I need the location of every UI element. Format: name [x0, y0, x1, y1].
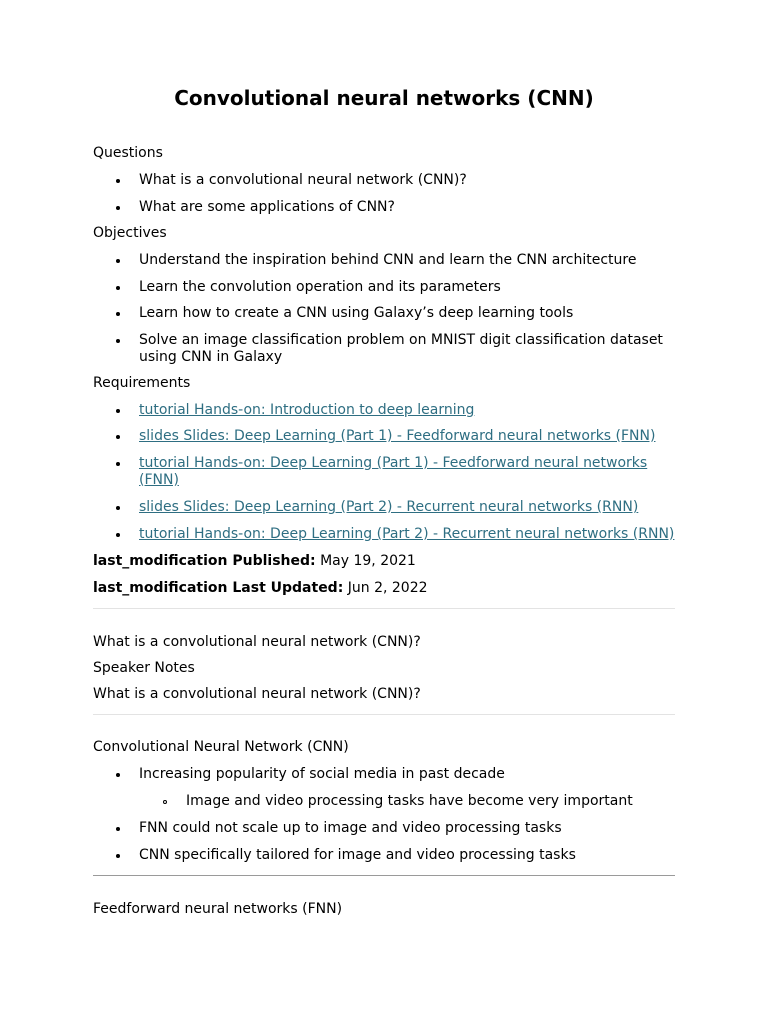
updated-label: last_modification Last Updated:: [93, 580, 344, 596]
requirements-list: [93, 402, 675, 543]
objectives-list: [93, 252, 675, 366]
slide-title: Convolutional Neural Network (CNN): [93, 739, 349, 755]
slide-title: What is a convolutional neural network (CNN)?: [93, 634, 421, 650]
requirement-link-rnn-tutorial[interactable]: tutorial Hands-on: Deep Learning (Part 2) - Recurrent neural networks (RNN): [139, 526, 675, 542]
list-item: Learn the convolution operation and its parameters: [93, 279, 675, 296]
slide-divider: [93, 714, 675, 715]
published-label: last_modification Published:: [93, 553, 316, 569]
list-item: Increasing popularity of social media in past decade: [93, 766, 675, 783]
objectives-heading: Objectives: [93, 225, 167, 241]
list-item: [93, 402, 675, 419]
updated-value: Jun 2, 2022: [347, 580, 428, 596]
questions-heading: Questions: [93, 145, 163, 161]
list-item: [93, 526, 675, 543]
requirement-link-intro-deep-learning[interactable]: tutorial Hands-on: Introduction to deep learning: [139, 402, 475, 418]
published-date: [93, 553, 675, 570]
requirements-heading: Requirements: [93, 375, 191, 391]
slide-divider: [93, 608, 675, 609]
list-item: What is a convolutional neural network (CNN)?: [93, 172, 675, 189]
published-value: May 19, 2021: [320, 553, 416, 569]
slide-bullets: [93, 766, 675, 864]
page-title: Convolutional neural networks (CNN): [174, 86, 594, 110]
sub-list-item: Image and video processing tasks have become very important: [93, 793, 675, 810]
slide-divider: [93, 875, 675, 876]
list-item: What are some applications of CNN?: [93, 199, 675, 216]
speaker-notes-label: Speaker Notes: [93, 660, 195, 676]
list-item: [93, 455, 675, 489]
list-item: Solve an image classification problem on MNIST digit classification dataset using CNN in Galaxy: [93, 332, 675, 366]
list-item: CNN specifically tailored for image and video processing tasks: [93, 847, 675, 864]
list-item: [93, 499, 675, 516]
speaker-notes-text: What is a convolutional neural network (CNN)?: [93, 686, 421, 702]
requirement-link-fnn-slides[interactable]: slides Slides: Deep Learning (Part 1) - Feedforward neural networks (FNN): [139, 428, 656, 444]
slide-title: Feedforward neural networks (FNN): [93, 901, 343, 917]
requirement-link-rnn-slides[interactable]: slides Slides: Deep Learning (Part 2) - Recurrent neural networks (RNN): [139, 499, 639, 515]
list-item: Learn how to create a CNN using Galaxy’s deep learning tools: [93, 305, 675, 322]
updated-date: [93, 580, 675, 597]
questions-list: [93, 172, 675, 216]
list-item: Understand the inspiration behind CNN and learn the CNN architecture: [93, 252, 675, 269]
requirement-link-fnn-tutorial[interactable]: tutorial Hands-on: Deep Learning (Part 1) - Feedforward neural networks (FNN): [139, 455, 648, 488]
list-item: [93, 428, 675, 445]
list-item: FNN could not scale up to image and video processing tasks: [93, 820, 675, 837]
